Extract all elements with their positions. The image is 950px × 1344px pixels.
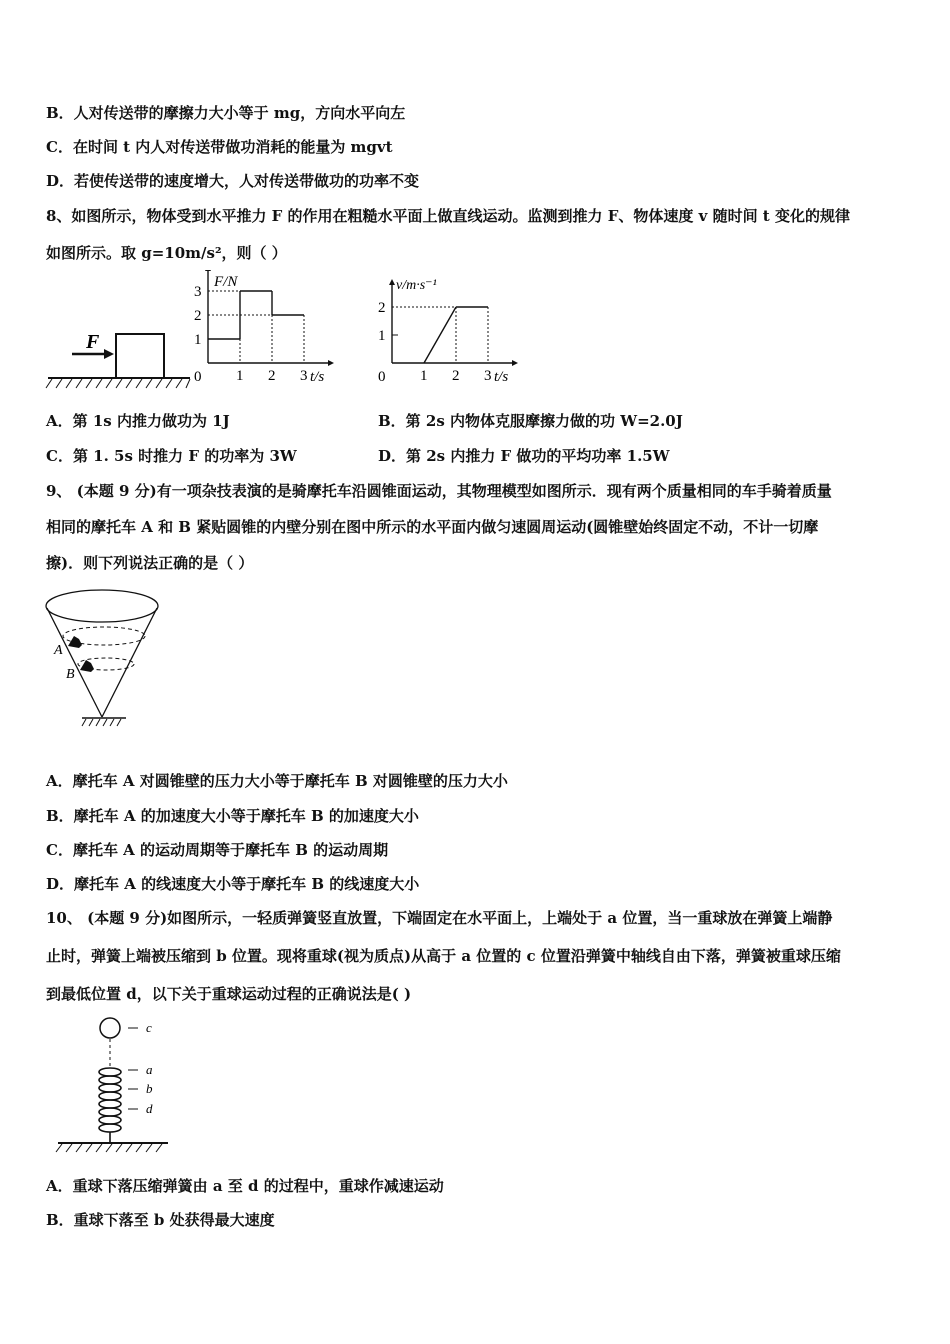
chart-f-y-tick-label: 2 (194, 308, 202, 324)
chart-f-x-tick-label: 1 (236, 368, 244, 384)
label-b: B (66, 667, 75, 682)
chart-v-x-arrow (512, 360, 518, 366)
velocity-time-chart (372, 270, 522, 386)
chart-f-y-arrow (205, 270, 211, 271)
q9-stem-line2: 相同的摩托车 A 和 B 紧贴圆锥的内壁分别在图中所示的水平面内做匀速圆周运动(圆锥壁始终固定不动，不计一切摩 (46, 518, 819, 536)
chart-v-x-tick-label: 1 (420, 368, 428, 384)
spring-figure (52, 1010, 182, 1160)
q10-stem-line1: 10、 (本题 9 分)如图所示，一轻质弹簧竖直放置，下端固定在水平面上，上端处于 a 位置，当一重球放在弹簧上端静 (46, 909, 833, 927)
chart-v-x-tick-label: 2 (452, 368, 460, 384)
chart-f-origin: 0 (194, 369, 202, 385)
q7-option-b: B．人对传送带的摩擦力大小等于 mg，方向水平向左 (46, 104, 406, 122)
q10-option-a: A．重球下落压缩弹簧由 a 至 d 的过程中，重球作减速运动 (46, 1177, 444, 1195)
q8-stem-line1: 8、如图所示，物体受到水平推力 F 的作用在粗糙水平面上做直线运动。监测到推力 F、物体速度 v 随时间 t 变化的规律 (46, 207, 850, 225)
chart-v-x-tick-label: 3 (484, 368, 492, 384)
block (116, 334, 164, 378)
chart-f-x-tick-label: 2 (268, 368, 276, 384)
label-d-position: d (146, 1101, 153, 1116)
q9-option-c: C．摩托车 A 的运动周期等于摩托车 B 的运动周期 (46, 841, 389, 859)
spring-coil (99, 1068, 121, 1142)
chart-v-origin: 0 (378, 369, 386, 385)
q8-block-figure (44, 322, 194, 392)
q8-option-b: B．第 2s 内物体克服摩擦力做的功 W=2.0J (378, 412, 683, 430)
chart-f-title: F/N (214, 274, 238, 290)
chart-v-y-arrow (389, 279, 395, 285)
chart-v-x-title: t/s (494, 369, 509, 385)
q9-option-b: B．摩托车 A 的加速度大小等于摩托车 B 的加速度大小 (46, 807, 419, 825)
chart-f-y-tick-label: 1 (194, 332, 202, 348)
heavy-ball (100, 1018, 120, 1038)
chart-v-y-tick-label: 1 (378, 328, 386, 344)
motorcycle-a-icon (68, 636, 82, 648)
chart-f-x-tick-label: 3 (300, 368, 308, 384)
q8-stem-line2: 如图所示。取 g=10m/s²，则（ ） (46, 244, 287, 262)
q8-option-a: A．第 1s 内推力做功为 1J (46, 412, 230, 430)
q7-option-d: D．若使传送带的速度增大，人对传送带做功的功率不变 (46, 172, 420, 190)
q9-option-a: A．摩托车 A 对圆锥壁的压力大小等于摩托车 B 对圆锥壁的压力大小 (46, 772, 508, 790)
label-b-position: b (146, 1081, 153, 1096)
chart-f-x-arrow (328, 360, 334, 366)
q8-option-d: D．第 2s 内推力 F 做功的平均功率 1.5W (378, 447, 670, 465)
label-a: A (54, 643, 63, 658)
q10-stem-line3: 到最低位置 d，以下关于重球运动过程的正确说法是( ) (46, 985, 412, 1003)
force-time-chart (188, 270, 338, 386)
q10-option-b: B．重球下落至 b 处获得最大速度 (46, 1211, 275, 1229)
label-c: c (146, 1020, 152, 1035)
label-a-position: a (146, 1062, 153, 1077)
velocity-segment (424, 307, 456, 363)
chart-v-title: v/m·s⁻¹ (396, 278, 437, 293)
q7-option-c: C．在时间 t 内人对传送带做功消耗的能量为 mgvt (46, 138, 393, 156)
q10-stem-line2: 止时，弹簧上端被压缩到 b 位置。现将重球(视为质点)从高于 a 位置的 c 位置沿弹簧中轴线自由下落，弹簧被重球压缩 (46, 947, 841, 965)
force-label: F (86, 331, 100, 353)
chart-v-y-tick-label: 2 (378, 300, 386, 316)
q9-stem-line1: 9、 (本题 9 分)有一项杂技表演的是骑摩托车沿圆锥面运动，其物理模型如图所示．现有两个质量相同的车手骑着质量 (46, 482, 832, 500)
cone-figure (44, 584, 174, 734)
chart-f-x-title: t/s (310, 369, 325, 385)
q9-stem-line3: 擦)．则下列说法正确的是（ ） (46, 554, 254, 572)
q9-option-d: D．摩托车 A 的线速度大小等于摩托车 B 的线速度大小 (46, 875, 420, 893)
motorcycle-b-icon (80, 660, 94, 672)
chart-f-y-tick-label: 3 (194, 284, 202, 300)
q8-option-c: C．第 1. 5s 时推力 F 的功率为 3W (46, 447, 297, 465)
